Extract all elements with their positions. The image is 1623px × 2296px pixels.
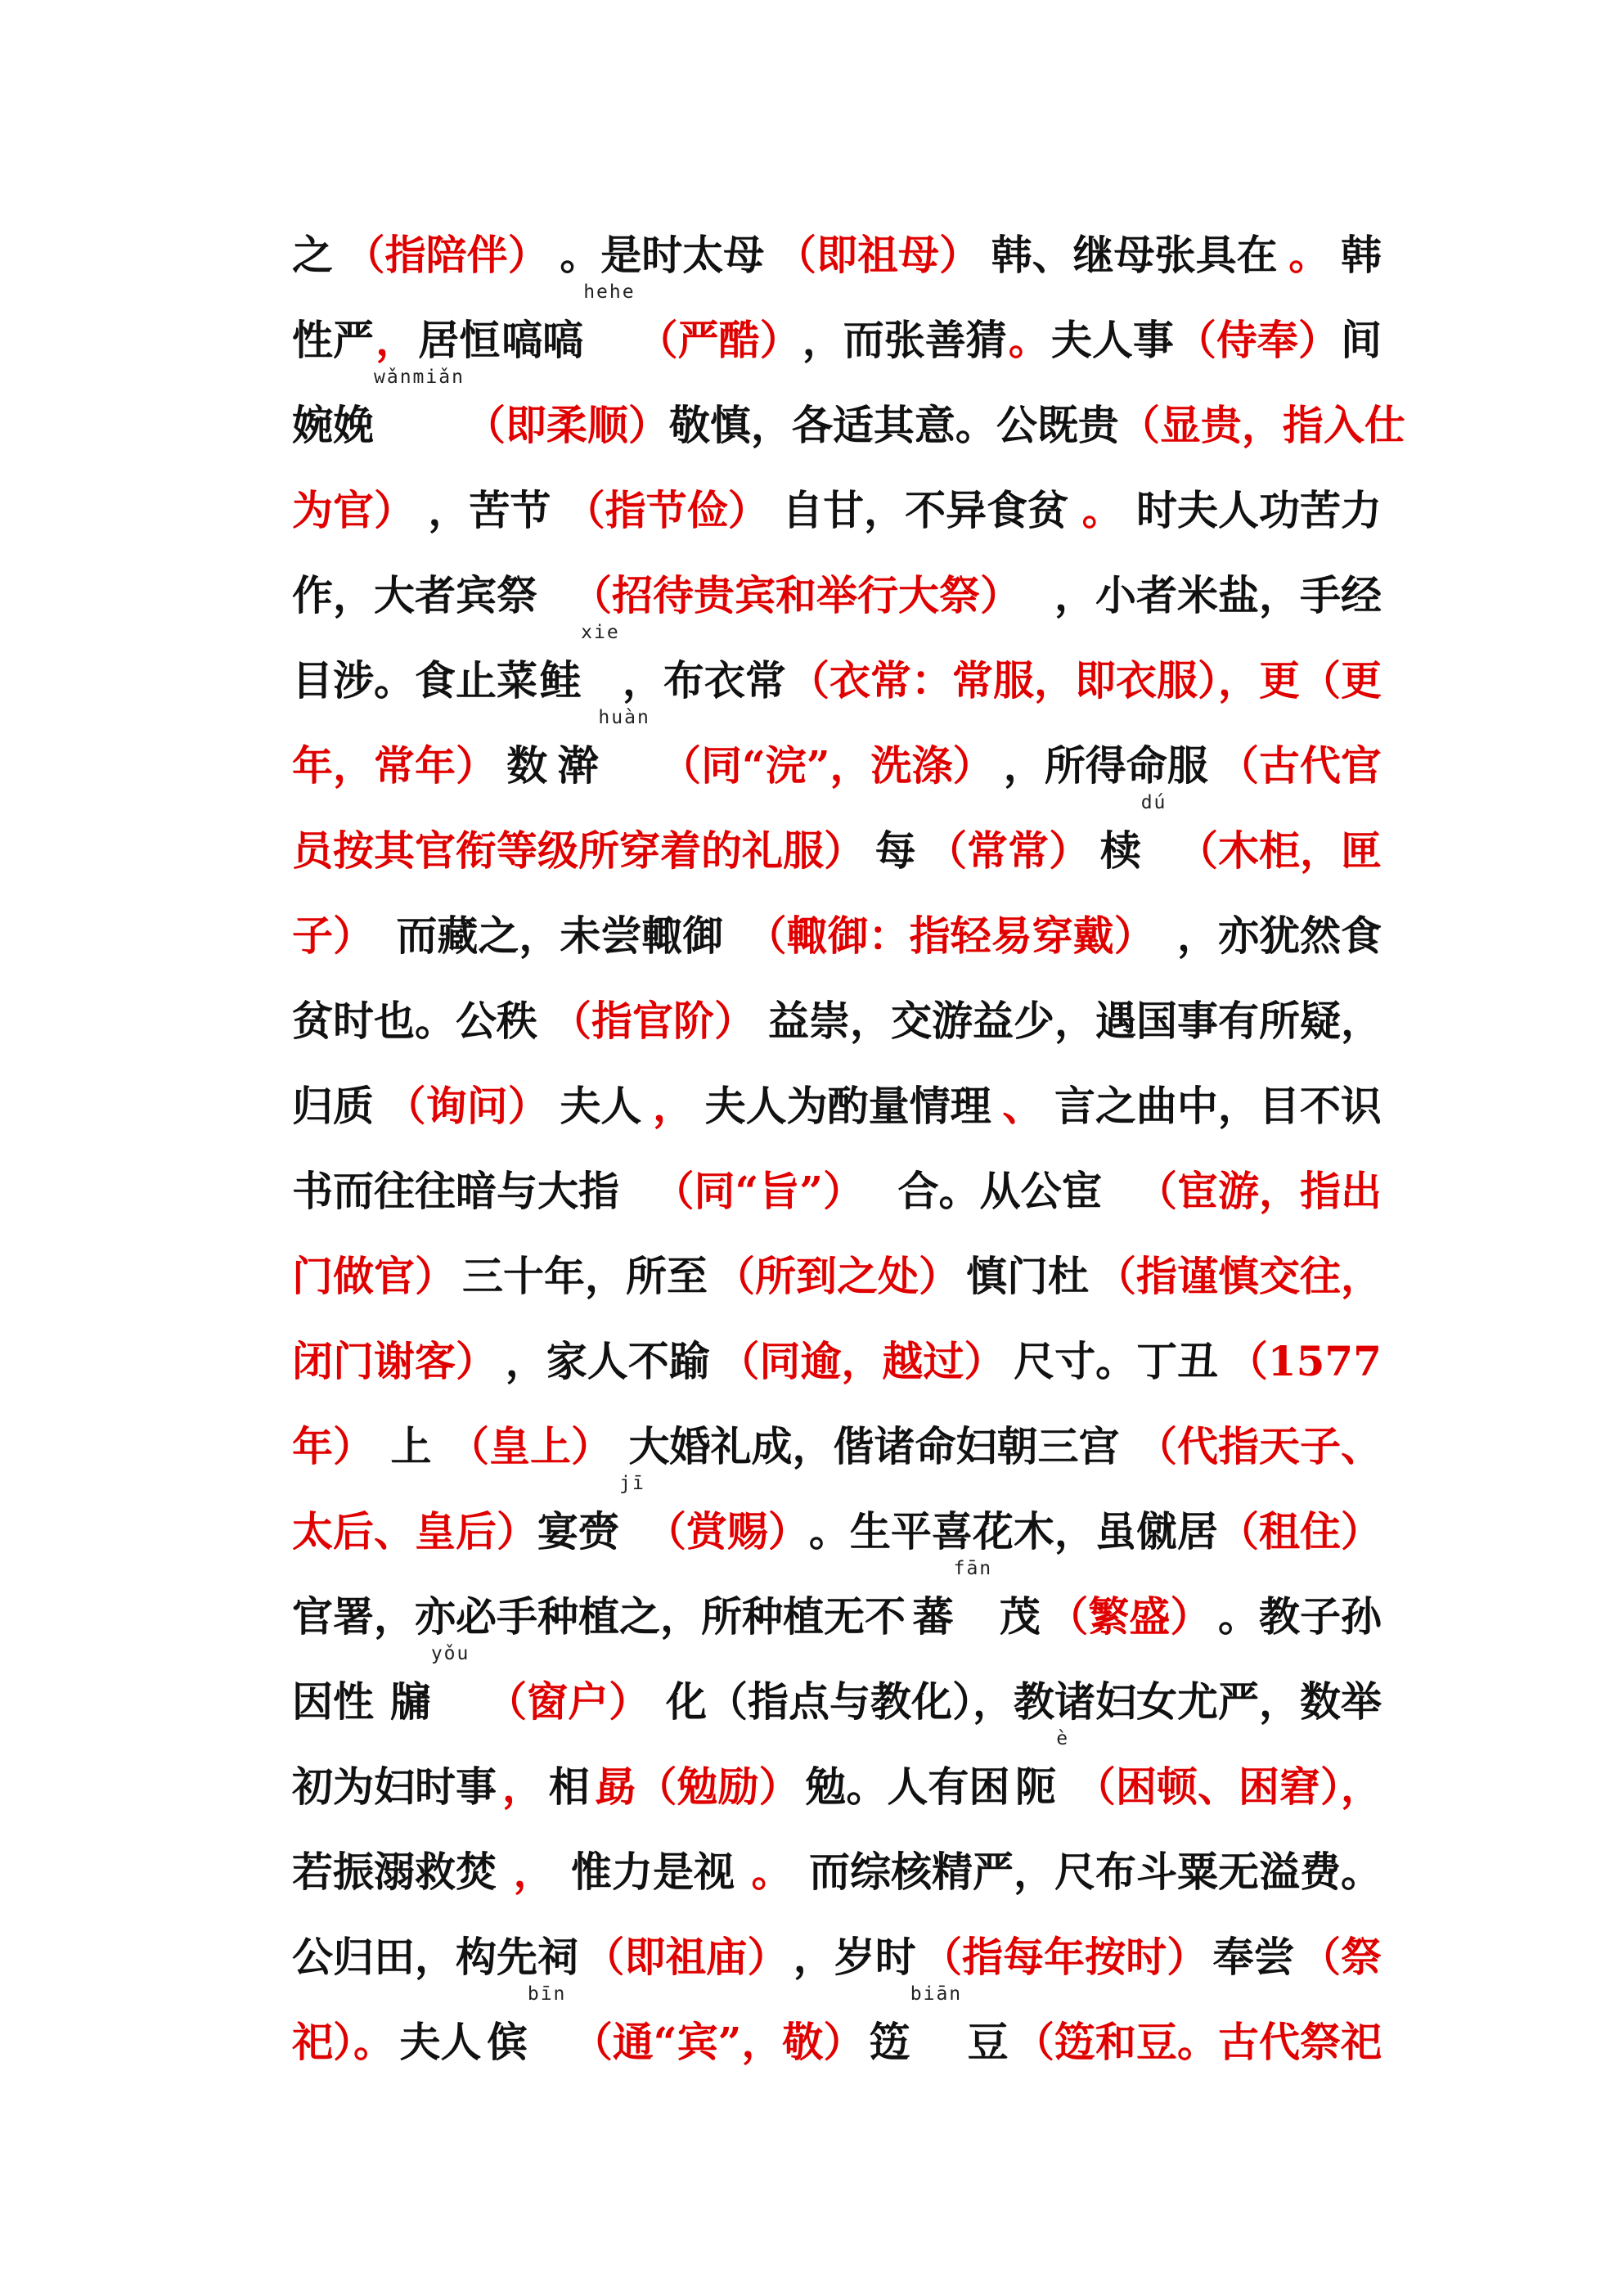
- annotation-text: 。: [1081, 486, 1123, 534]
- annotation-text: 为官）: [292, 486, 415, 534]
- text-line: [292, 622, 1382, 707]
- body-text: 言之曲中，目不识: [1054, 1082, 1382, 1130]
- body-text: 。是时太母: [560, 231, 765, 279]
- body-text: 作，大者宾祭: [292, 571, 537, 619]
- body-text: ，岁时: [793, 1933, 916, 1981]
- pinyin-reading: jī: [619, 1473, 645, 1494]
- annotation-text: ，: [513, 1848, 555, 1896]
- annotation-text: （通“宾”，敬）: [571, 2018, 865, 2066]
- pinyin-reading: hehe: [583, 281, 636, 303]
- pinyin-annotated-word: [557, 707, 650, 792]
- annotation-text: 太后、皇后）: [292, 1507, 537, 1555]
- annotation-text: （指陪伴）: [344, 231, 549, 279]
- body-text: 茂: [999, 1592, 1041, 1641]
- text-line: [292, 1558, 1382, 1643]
- annotation-text: （即柔顺）: [464, 401, 669, 449]
- annotation-text: 子）: [292, 912, 374, 960]
- annotation-text: 勗（勉励）: [595, 1763, 800, 1811]
- annotation-text: （指节俭）: [564, 486, 769, 534]
- annotation-text: （窗户）: [486, 1677, 650, 1726]
- body-text: ，所得命服: [1003, 741, 1208, 790]
- body-text: ，小者米盐，手经: [1054, 571, 1382, 619]
- text-line: [292, 1898, 1382, 1983]
- annotation-text: 门做官）: [292, 1252, 456, 1300]
- annotation-text: （所到之处）: [714, 1252, 960, 1300]
- annotation-text: ，: [652, 1082, 694, 1130]
- annotation-text: （指谨慎交往，: [1095, 1252, 1382, 1300]
- body-text: 居恒: [418, 316, 501, 364]
- annotation-text: （宦游，指出: [1135, 1167, 1382, 1215]
- body-text: 夫人事: [1050, 316, 1174, 364]
- body-text: 上: [390, 1422, 432, 1470]
- pinyin-reading: huàn: [598, 707, 650, 728]
- annotation-text: （衣常：常服，即衣服），更（更: [788, 656, 1382, 705]
- body-text: 。教子孙: [1217, 1592, 1382, 1641]
- body-text: 而综核精严，尺布斗粟无溢费。: [809, 1848, 1382, 1896]
- body-text: ，苦节: [428, 486, 551, 534]
- text-line: [292, 792, 1382, 877]
- text-line: [292, 452, 1382, 537]
- annotated-character: 阨: [1015, 1763, 1057, 1811]
- pinyin-reading: wǎnmiǎn: [374, 367, 465, 388]
- annotation-text: 。: [1008, 316, 1050, 364]
- annotation-text: （侍奉）: [1175, 316, 1339, 364]
- annotation-text: （1577: [1226, 1337, 1382, 1385]
- body-text: 韩: [1340, 231, 1382, 279]
- body-text: 合。从公宦: [897, 1167, 1103, 1215]
- body-text: 。生平喜花木，虽僦居: [808, 1507, 1218, 1555]
- annotation-text: 员按其官衔等级所穿着的礼服）: [292, 826, 865, 875]
- annotation-text: （询问）: [384, 1082, 549, 1130]
- annotation-text: （繁盛）: [1047, 1592, 1212, 1641]
- pinyin-annotated-word: [486, 1983, 567, 2069]
- body-text: 初为妇时事: [292, 1763, 497, 1811]
- annotation-text: （祭: [1299, 1933, 1382, 1981]
- annotated-character: 婉娩: [292, 401, 374, 449]
- text-line: [292, 1303, 1382, 1388]
- annotated-character: 鲑: [540, 656, 582, 705]
- text-line: [292, 196, 1382, 281]
- body-text: 官署，亦必手种植之，所种植无不: [292, 1592, 906, 1641]
- pinyin-annotated-word: [1099, 792, 1167, 877]
- pinyin-annotated-word: [869, 1983, 963, 2069]
- body-text: 益崇，交游益少，遇国事有所疑，: [768, 997, 1382, 1045]
- annotation-text: 祀）。: [292, 2018, 394, 2066]
- annotation-text: （招待贵宾和举行大祭）: [571, 571, 1021, 619]
- annotation-text: （同“浣”，洗涤）: [660, 741, 994, 790]
- body-text: 数: [506, 741, 548, 790]
- annotation-text: （輙御：指轻易穿戴）: [745, 912, 1155, 960]
- body-text: ，家人不踰: [505, 1337, 710, 1385]
- annotated-character: 牖: [389, 1677, 431, 1726]
- annotation-text: （即祖母）: [775, 231, 980, 279]
- body-text: 归质: [292, 1082, 374, 1130]
- body-text: 目涉。食止菜: [292, 656, 537, 705]
- body-text: 敬慎，各适其意。公既贵: [668, 401, 1119, 449]
- text-line: [292, 367, 1405, 452]
- body-text: 三十年，所至: [462, 1252, 708, 1300]
- pinyin-reading: fān: [953, 1558, 993, 1579]
- text-line: [292, 1218, 1382, 1303]
- body-text: 若振溺救焚: [292, 1848, 497, 1896]
- pinyin-reading: yǒu: [430, 1643, 470, 1664]
- annotation-text: （租住）: [1217, 1507, 1382, 1555]
- annotation-text: （显贵，指入仕: [1118, 401, 1405, 449]
- annotation-text: （即祖庙）: [583, 1933, 789, 1981]
- annotation-text: （困顿、困窘），: [1074, 1763, 1382, 1811]
- annotated-character: 傧: [486, 2018, 528, 2066]
- body-text: 夫人为酌量情理: [704, 1082, 991, 1130]
- annotated-character: 赍: [578, 1507, 620, 1555]
- pinyin-annotated-word: [578, 1473, 645, 1558]
- annotated-character: 椟: [1099, 826, 1141, 875]
- annotated-character: 蕃: [912, 1592, 954, 1641]
- annotation-text: （古代官: [1217, 741, 1382, 790]
- body-text: 因性: [292, 1677, 374, 1726]
- text-line: [292, 1728, 1382, 1813]
- pinyin-annotated-word: [540, 622, 620, 707]
- annotation-text: （木柜，匣: [1176, 826, 1382, 875]
- pinyin-annotated-word: [912, 1558, 993, 1643]
- body-text: 每: [874, 826, 916, 875]
- body-text: 公归田，构先祠: [292, 1933, 578, 1981]
- annotation-text: （代指天子、: [1136, 1422, 1382, 1470]
- annotation-text: 年，常年）: [292, 741, 497, 790]
- text-line: [292, 1473, 1382, 1558]
- annotated-character: 澣: [557, 741, 599, 790]
- annotation-text: （皇上）: [448, 1422, 612, 1470]
- body-text: 性严: [292, 316, 374, 364]
- pinyin-annotated-word: [389, 1643, 470, 1728]
- text-line: [292, 281, 1382, 367]
- body-text: 勉。人有困: [805, 1763, 1010, 1811]
- body-text: 宴: [537, 1507, 579, 1555]
- text-line: [292, 962, 1382, 1047]
- annotation-text: 年）: [292, 1422, 374, 1470]
- annotation-text: 。: [751, 1848, 793, 1896]
- pinyin-reading: bīn: [527, 1983, 567, 2005]
- annotation-text: （常常）: [926, 826, 1090, 875]
- pinyin-reading: è: [1056, 1728, 1070, 1749]
- body-text: ，而张善猜: [802, 316, 1007, 364]
- body-text: 夫人: [399, 2018, 482, 2066]
- annotation-text: ，: [375, 316, 417, 364]
- annotated-character: 嗃嗃: [501, 316, 584, 364]
- annotation-text: （指官阶）: [551, 997, 755, 1045]
- pinyin-annotated-word: [1015, 1728, 1070, 1813]
- text-line: [292, 1983, 1382, 2069]
- annotation-text: （赏赐）: [645, 1507, 809, 1555]
- body-text: 之: [292, 231, 333, 279]
- pinyin-annotated-word: [292, 367, 465, 452]
- body-text: 慎门杜: [966, 1252, 1089, 1300]
- body-text: 自甘，不异食贫: [782, 486, 1069, 534]
- annotation-text: （指每年按时）: [921, 1933, 1208, 1981]
- body-text: ，布衣常: [622, 656, 786, 705]
- pinyin-reading: dú: [1140, 792, 1167, 813]
- document-page: [292, 196, 1405, 2069]
- body-text: 而藏之，未尝輙御: [396, 912, 724, 960]
- annotation-text: （同逾，越过）: [718, 1337, 1005, 1385]
- body-text: 相: [548, 1763, 590, 1811]
- pinyin-annotated-word: [501, 281, 636, 367]
- body-text: 奉尝: [1212, 1933, 1295, 1981]
- body-text: ，亦犹然食: [1176, 912, 1382, 960]
- text-line: [292, 1643, 1382, 1728]
- annotation-text: 闭门谢客）: [292, 1337, 497, 1385]
- text-line: [292, 1047, 1382, 1132]
- annotation-text: 、: [1002, 1082, 1044, 1130]
- body-text: 化（指点与教化），教诸妇女尤严，数举: [665, 1677, 1382, 1726]
- pinyin-reading: biān: [910, 1983, 963, 2005]
- body-text: 书而往往暗与大指: [292, 1167, 619, 1215]
- annotation-text: 。: [1288, 231, 1330, 279]
- body-text: 夫人: [560, 1082, 642, 1130]
- pinyin-reading: xie: [581, 622, 620, 643]
- annotation-text: （严酷）: [636, 316, 801, 364]
- text-line: [292, 537, 1382, 622]
- annotated-character: 笾: [869, 2018, 910, 2066]
- annotation-text: （笾和豆。古代祭祀: [1014, 2018, 1382, 2066]
- text-line: [292, 707, 1382, 792]
- annotation-text: ，: [501, 1763, 543, 1811]
- body-text: 尺寸。丁丑: [1014, 1337, 1219, 1385]
- text-line: [292, 1813, 1382, 1898]
- text-line: [292, 877, 1382, 962]
- text-line: [292, 1388, 1382, 1473]
- body-text: 间: [1340, 316, 1382, 364]
- body-text: 大婚礼成，偕诸命妇朝三宫: [628, 1422, 1120, 1470]
- text-line: [292, 1132, 1382, 1218]
- body-text: 惟力是视: [571, 1848, 735, 1896]
- body-text: 贫时也。公秩: [292, 997, 537, 1045]
- body-text: 时夫人功苦力: [1135, 486, 1382, 534]
- annotation-text: （同“旨”）: [653, 1167, 865, 1215]
- body-text: 韩、继母张具在: [991, 231, 1278, 279]
- body-text: 豆: [967, 2018, 1009, 2066]
